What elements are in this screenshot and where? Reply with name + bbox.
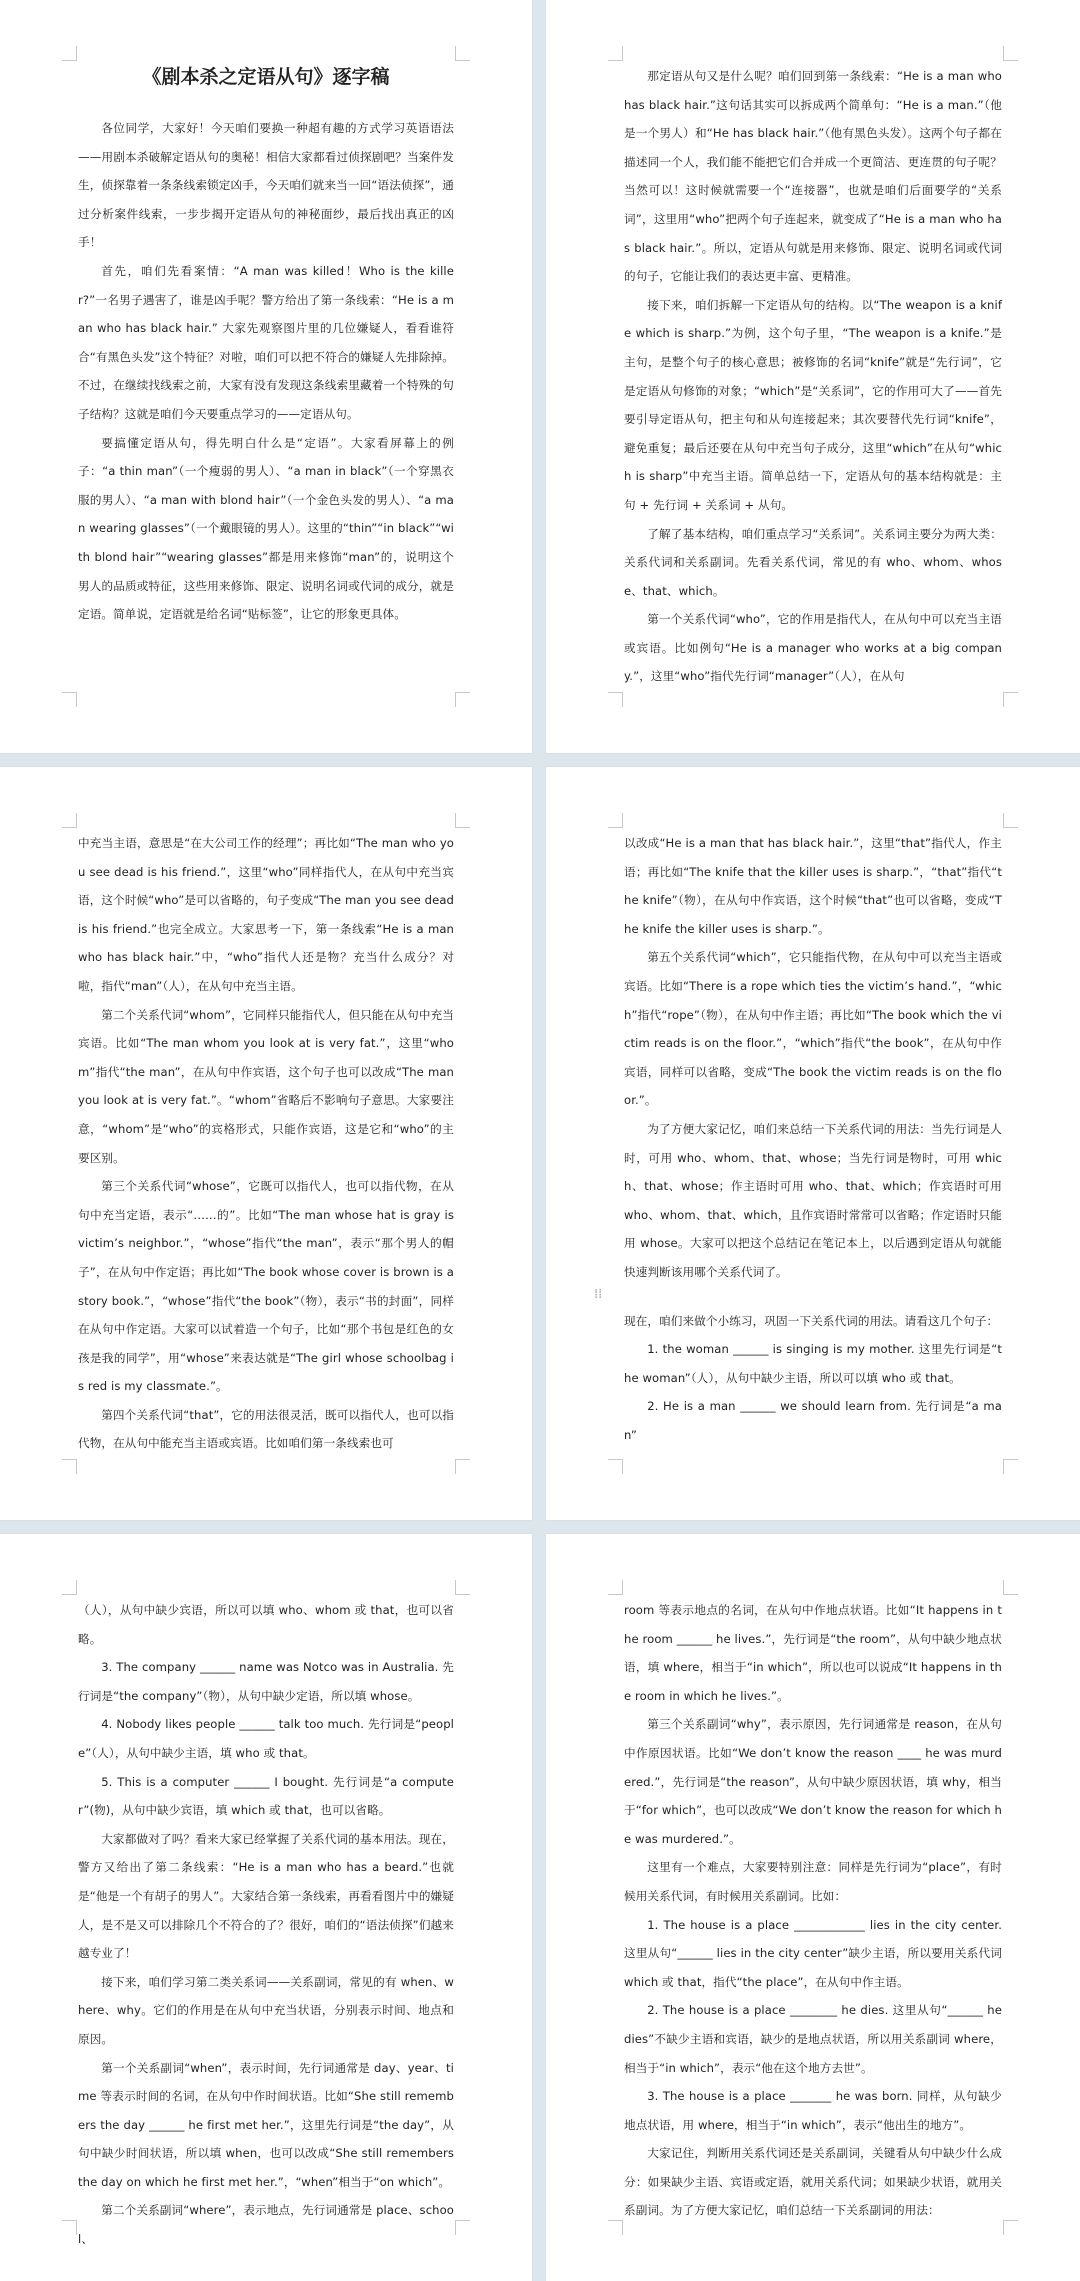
paragraph[interactable]: 第三个关系代词“whose”，它既可以指代人，也可以指代物，在从句中充当定语，表示“……的”。比如“The man whose hat is gray is victim’s neighbor.”，“whose”指代“the man”，表示“那个男人的帽子”，在从句中作定语；再比如“The book whose cover is brown is a story book.”，“whose”指代“the book”（物），表示“书的封面”，同样在从句中作定语。大家可以试着造一个句子，比如“那个书包是红色的女孩是我的同学”，用“whose”来表达就是“The girl whose schoolbag is red is my classmate.”。: [78, 1179, 454, 1394]
document-page-3: [0, 767, 532, 1520]
document-page-4: [546, 767, 1080, 1520]
page-corner-mark: [1003, 2220, 1018, 2235]
page-corner-mark: [62, 692, 77, 707]
page-corner-mark: [62, 46, 77, 61]
drag-handle-icon[interactable]: ⁞⁞: [594, 1287, 603, 1302]
paragraph[interactable]: 现在，咱们来做个小练习，巩固一下关系代词的用法。请看这几个句子：: [624, 1313, 999, 1328]
paragraph[interactable]: 第三个关系副词“why”，表示原因，先行词通常是 reason，在从句中作原因状语。比如“We don’t know the reason ____ he was murdered.”，先行词是“the reason”，从句中缺少原因状语，填 why，相当于“for which”，也可以改成“We don’t know the reason for which he was murdered.”。: [624, 1717, 1002, 1846]
page-corner-mark: [608, 1459, 623, 1474]
page-corner-mark: [608, 1580, 623, 1595]
paragraph[interactable]: 大家都做对了吗？看来大家已经掌握了关系代词的基本用法。现在，警方又给出了第二条线索：“He is a man who has a beard.”也就是“他是一个有胡子的男人”。大家结合第一条线索，再看看图片中的嫌疑人，是不是又可以排除几个不符合的了？很好，咱们的“语法侦探”们越来越专业了！: [78, 1831, 454, 1961]
paragraph[interactable]: 第二个关系代词“whom”，它同样只能指代人，但只能在从句中充当宾语。比如“The man whom you look at is very fat.”，这里“whom”指代“the man”，在从句中作宾语，这个句子也可以改成“The man you look at is very fat.”。“whom”省略后不影响句子意思。大家要注意，“whom”是“who”的宾格形式，只能作宾语，这是它和“who”的主要区别。: [78, 1007, 454, 1165]
page-corner-mark: [608, 2220, 623, 2235]
exercise-item[interactable]: 1. the woman ______ is singing is my mother. 这里先行词是“the woman”（人），从句中缺少主语，所以可以填 who 或 that。: [624, 1342, 1002, 1385]
paragraph[interactable]: 第五个关系代词“which”，它只能指代物，在从句中可以充当主语或宾语。比如“There is a rope which ties the victim’s hand.”，“which”指代“rope”（物），在从句中作主语；再比如“The book which the victim reads is on the floor.”，“which”指代“the book”，在从句中作宾语，同样可以省略，变成“The book the victim reads is on the floor.”。: [624, 950, 1002, 1108]
page-corner-mark: [455, 813, 470, 828]
page-corner-mark: [455, 1459, 470, 1474]
paragraph[interactable]: 为了方便大家记忆，咱们来总结一下关系代词的用法：当先行词是人时，可用 who、whom、that、whose；当先行词是物时，可用 which、that、whose；作主语时可用 who、that、which；作宾语时可用 who、whom、that、which，且作宾语时常常可以省略；作定语时只能用 whose。大家可以把这个总结记在笔记本上，以后遇到定语从句就能快速判断该用哪个关系代词了。: [624, 1121, 1002, 1279]
exercise-item[interactable]: 5. This is a computer ______ I bought. 先行词是“a computer”(物)，从句中缺少宾语，填 which 或 that，也可以省略。: [78, 1774, 454, 1818]
paragraph[interactable]: 了解了基本结构，咱们重点学习“关系词”。关系词主要分为两大类：关系代词和关系副词。先看关系代词，常见的有 who、whom、whose、that、which。: [624, 526, 1002, 598]
paragraph[interactable]: 接下来，咱们学习第二类关系词——关系副词，常见的有 when、where、why。它们的作用是在从句中充当状语，分别表示时间、地点和原因。: [78, 1974, 454, 2046]
page-corner-mark: [1003, 1459, 1018, 1474]
paragraph[interactable]: 中充当主语，意思是“在大公司工作的经理”；再比如“The man who you see dead is his friend.”，这里“who”同样指代人，在从句中充当宾语，这个时候“who”是可以省略的，句子变成“The man you see dead is his friend.”也完全成立。大家思考一下，第一条线索“He is a man who has black hair.”中，“who”指代人还是物？充当什么成分？对啦，指代“man”（人），在从句中充当主语。: [78, 836, 454, 993]
exercise-item[interactable]: 4. Nobody likes people ______ talk too much. 先行词是“people”（人），从句中缺少主语，填 who 或 that。: [78, 1717, 454, 1760]
document-page-5: [0, 1534, 532, 2281]
page-corner-mark: [455, 692, 470, 707]
document-page-2: [546, 0, 1080, 753]
page-corner-mark: [608, 813, 623, 828]
paragraph[interactable]: 这里有一个难点，大家要特别注意：同样是先行词为“place”，有时候用关系代词，有时候用关系副词。比如：: [624, 1860, 1002, 1903]
page-corner-mark: [455, 2220, 470, 2235]
page-corner-mark: [1003, 692, 1018, 707]
page-corner-mark: [1003, 1580, 1018, 1595]
page-corner-mark: [62, 2220, 77, 2235]
exercise-item[interactable]: 3. The company ______ name was Notco was in Australia. 先行词是“the company”（物），从句中缺少定语，所以填 whose。: [78, 1660, 454, 1703]
paragraph[interactable]: 第一个关系代词“who”，它的作用是指代人，在从句中可以充当主语或宾语。比如例句“He is a manager who works at a big company.”，这里“who”指代先行词“manager”（人），在从句: [624, 612, 1002, 684]
paragraph[interactable]: 那定语从句又是什么呢？咱们回到第一条线索：“He is a man who has black hair.”这句话其实可以拆成两个简单句：“He is a man.”（他是一个男人）和“He has black hair.”（他有黑色头发）。这两个句子都在描述同一个人，我们能不能把它们合并成一个更简洁、更连贯的句子呢？当然可以！这时候就需要一个“连接器”，也就是咱们后面要学的“关系词”，这里用“who”把两个句子连起来，就变成了“He is a man who has black hair.”。所以，定语从句就是用来修饰、限定、说明名词或代词的句子，它能让我们的表达更丰富、更精准。: [624, 69, 1002, 284]
paragraph[interactable]: 第二个关系副词“where”，表示地点，先行词通常是 place、school、: [78, 2203, 454, 2247]
exercise-item[interactable]: 3. The house is a place _______ he was born. 同样，从句缺少地点状语，用 where，相当于“in which”，表示“他出生的地方”。: [624, 2089, 1002, 2132]
paragraph[interactable]: room 等表示地点的名词，在从句中作地点状语。比如“It happens in the room ______ he lives.”，先行词是“the room”，从句中缺少地点状语，填 where，相当于“in which”，所以也可以说成“It happens in the room in which he lives.”。: [624, 1603, 1002, 1703]
exercise-item[interactable]: 1. The house is a place ____________ lies in the city center. 这里从句“______ lies in the city center”缺少主语，所以要用关系代词 which 或 that，指代“the place”，在从句中作主语。: [624, 1917, 1002, 1989]
page-corner-mark: [1003, 813, 1018, 828]
page-corner-mark: [608, 46, 623, 61]
paragraph[interactable]: 首先，咱们先看案情：“A man was killed！Who is the killer?”一名男子遇害了，谁是凶手呢？警方给出了第一条线索：“He is a man who has black hair.” 大家先观察图片里的几位嫌疑人，看看谁符合“有黑色头发”这个特征？对啦，咱们可以把不符合的嫌疑人先排除掉。不过，在继续找线索之前，大家有没有发现这条线索里藏着一个特殊的句子结构？这就是咱们今天要重点学习的——定语从句。: [78, 263, 454, 421]
paragraph[interactable]: 各位同学，大家好！今天咱们要换一种超有趣的方式学习英语语法——用剧本杀破解定语从句的奥秘！相信大家都看过侦探剧吧？当案件发生，侦探靠着一条条线索锁定凶手，今天咱们就来当一回“语法侦探”，通过分析案件线索，一步步揭开定语从句的神秘面纱，最后找出真正的凶手！: [78, 121, 454, 250]
document-page-1: [0, 0, 532, 753]
page-corner-mark: [62, 1459, 77, 1474]
document-title: 《剧本杀之定语从句》逐字稿: [142, 66, 390, 88]
paragraph[interactable]: （人），从句中缺少宾语，所以可以填 who、whom 或 that，也可以省略。: [78, 1603, 454, 1646]
paragraph[interactable]: 以改成“He is a man that has black hair.”，这里“that”指代人，作主语；再比如“The knife that the killer uses is sharp.”，“that”指代“the knife”（物），在从句中作宾语，这个时候“that”也可以省略，变成“The knife the killer uses is sharp.”。: [624, 836, 1002, 936]
exercise-item[interactable]: 2. He is a man ______ we should learn from. 先行词是“a man”: [624, 1399, 1002, 1442]
paragraph[interactable]: 大家记住，判断用关系代词还是关系副词，关键看从句中缺少什么成分：如果缺少主语、宾语或定语，就用关系代词；如果缺少状语，就用关系副词。为了方便大家记忆，咱们总结一下关系副词的用法：: [624, 2146, 1002, 2218]
paragraph[interactable]: 第四个关系代词“that”，它的用法很灵活，既可以指代人，也可以指代物，在从句中能充当主语或宾语。比如咱们第一条线索也可: [78, 1407, 454, 1451]
paragraph[interactable]: 第一个关系副词“when”，表示时间，先行词通常是 day、year、time 等表示时间的名词，在从句中作时间状语。比如“She still remembers the day ______ he first met her.”，这里先行词是“the day”，从句中缺少时间状语，所以填 when，也可以改成“She still remembers the day on which he first met her.”，“when”相当于“on which”。: [78, 2060, 454, 2189]
page-corner-mark: [62, 1580, 77, 1595]
exercise-item[interactable]: 2. The house is a place ________ he dies. 这里从句“______ he dies”不缺少主语和宾语，缺少的是地点状语，所以用关系副词 where，相当于“in which”，表示“他在这个地方去世”。: [624, 2003, 1002, 2075]
paragraph[interactable]: 要搞懂定语从句，得先明白什么是“定语”。大家看屏幕上的例子：“a thin man”（一个瘦弱的男人）、“a man in black”（一个穿黑衣服的男人）、“a man with blond hair”（一个金色头发的男人）、“a man wearing glasses”（一个戴眼镜的男人）。这里的“thin”“in black”“with blond hair”“wearing glasses”都是用来修饰“man”的，说明这个男人的品质或特征，这些用来修饰、限定、说明名词或代词的成分，就是定语。简单说，定语就是给名词“贴标签”，让它的形象更具体。: [78, 435, 454, 622]
page-corner-mark: [1003, 46, 1018, 61]
page-corner-mark: [62, 813, 77, 828]
page-corner-mark: [455, 1580, 470, 1595]
page-corner-mark: [608, 692, 623, 707]
document-page-6: [546, 1534, 1080, 2281]
page-corner-mark: [455, 46, 470, 61]
paragraph[interactable]: 接下来，咱们拆解一下定语从句的结构。以“The weapon is a knife which is sharp.”为例，这个句子里，“The weapon is a knife.”是主句，是整个句子的核心意思；被修饰的名词“knife”就是“先行词”，它是定语从句修饰的对象；“which”是“关系词”，它的作用可大了——首先要引导定语从句，把主句和从句连接起来；其次要替代先行词“knife”，避免重复；最后还要在从句中充当句子成分，这里“which”在从句“which is sharp”中充当主语。简单总结一下，定语从句的基本结构就是：主句 + 先行词 + 关系词 + 从句。: [624, 297, 1002, 512]
